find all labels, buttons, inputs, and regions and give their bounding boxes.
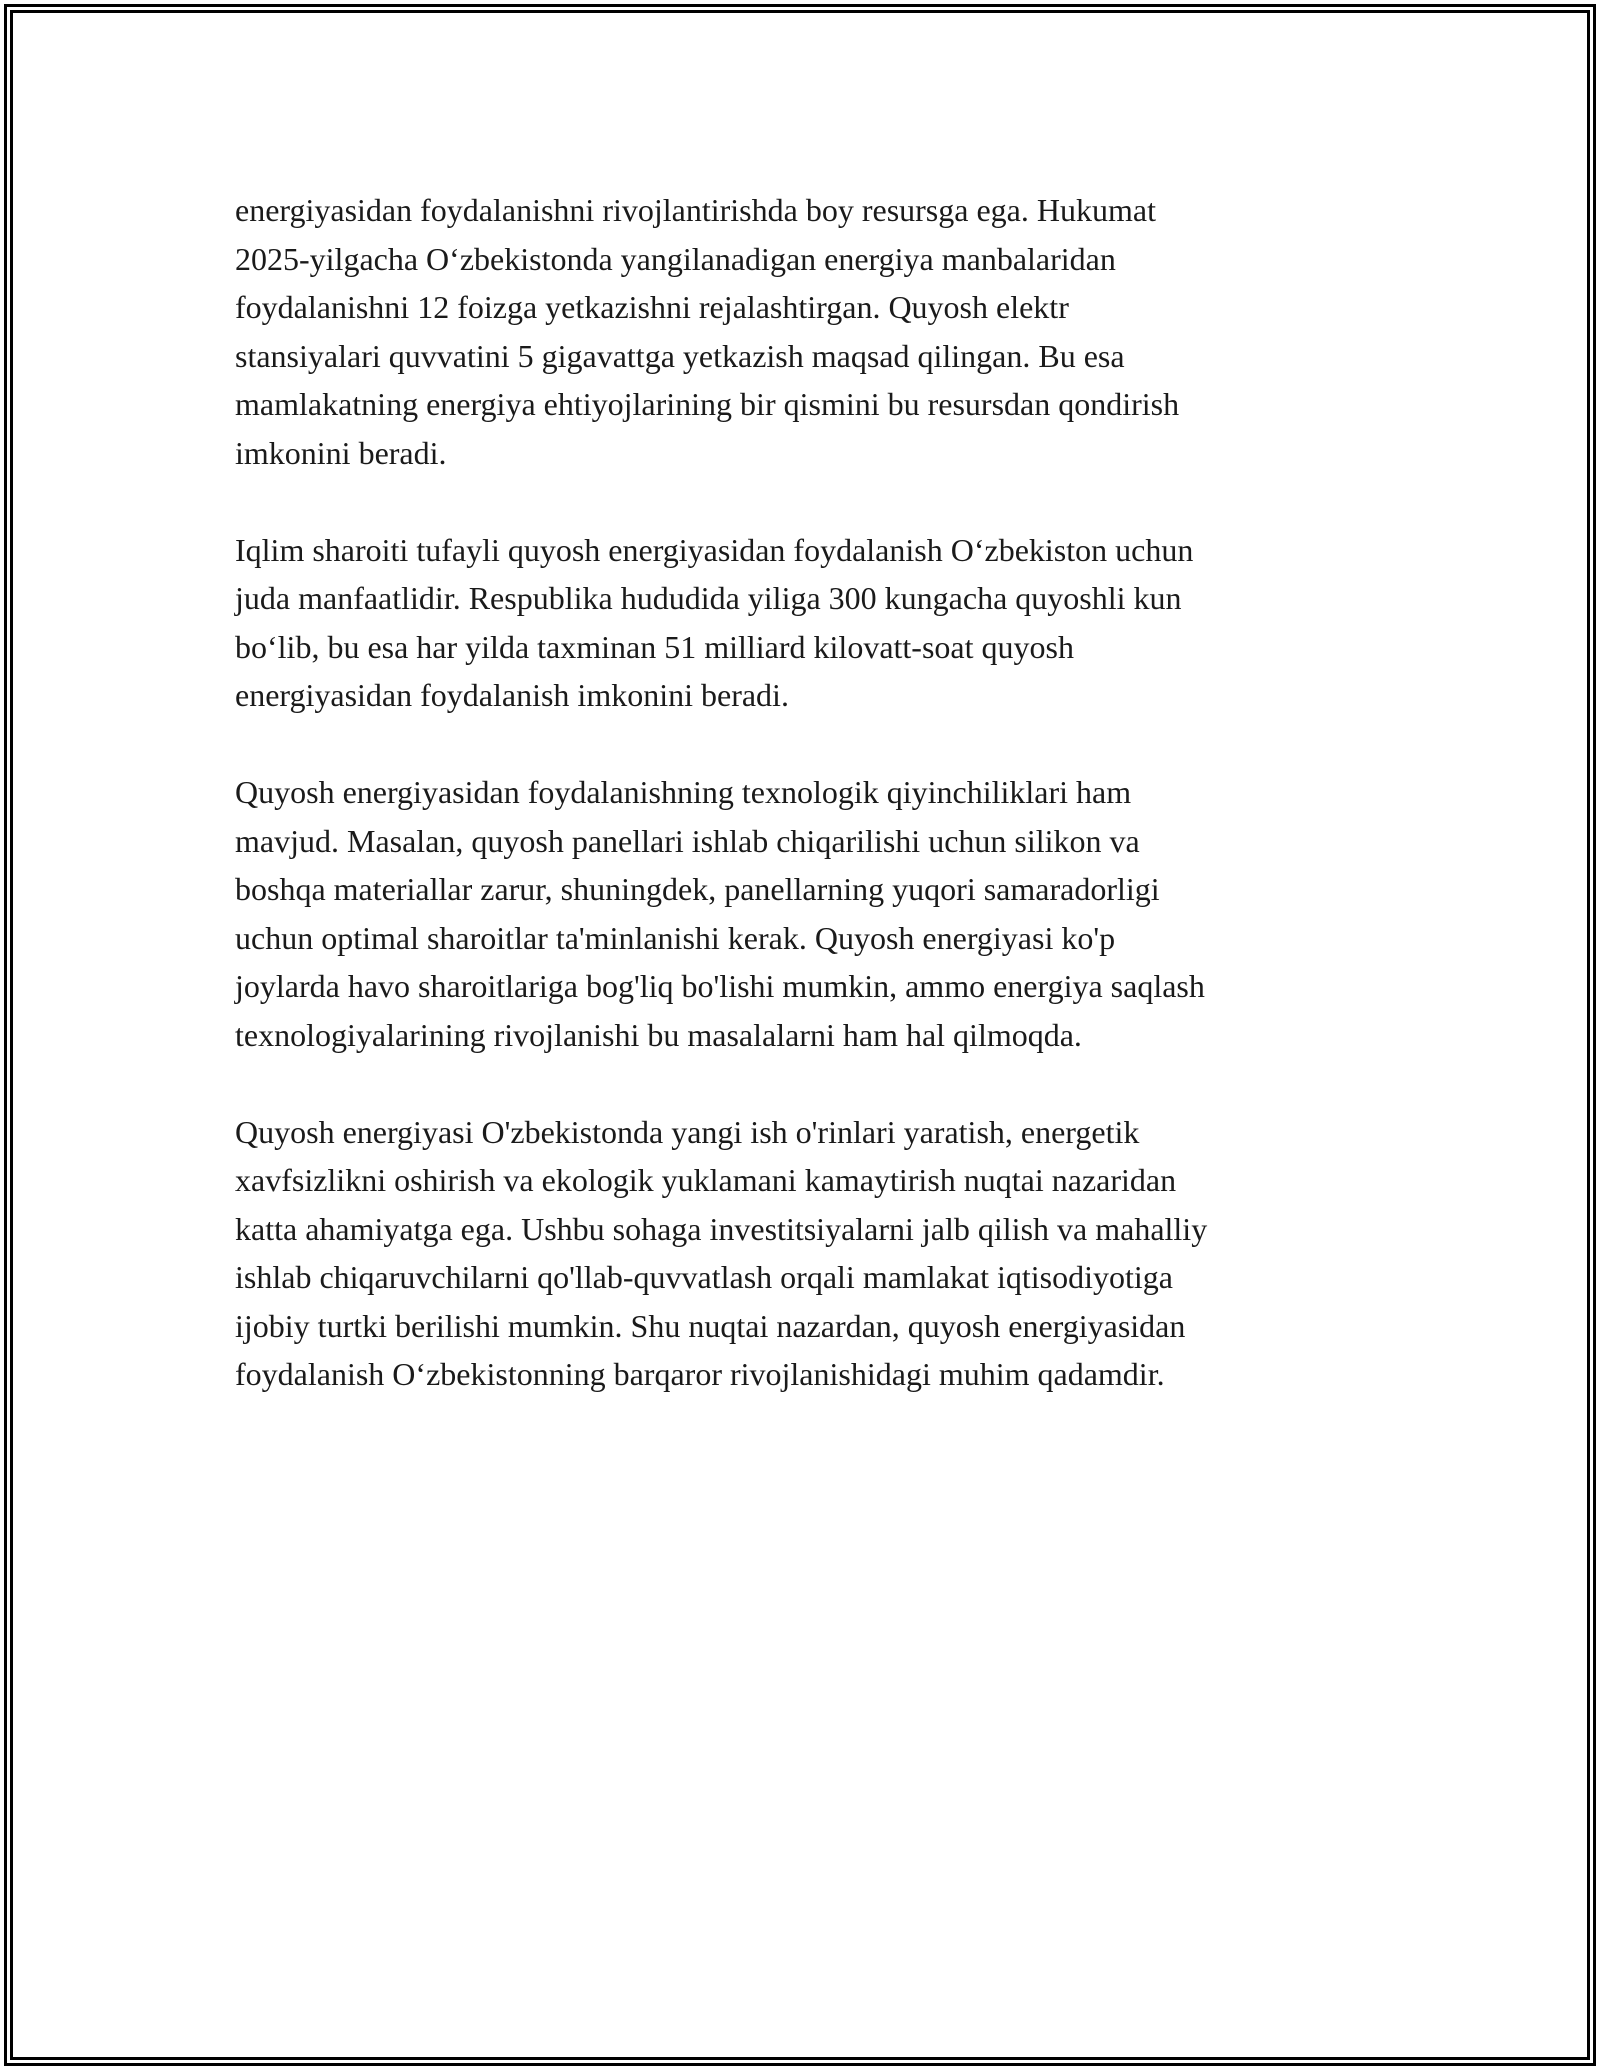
text-line: foydalanishni 12 foizga yetkazishni rejalashtirgan. Quyosh elektr <box>235 289 1069 325</box>
document-body <box>235 186 1365 1447</box>
text-line: Quyosh energiyasi O'zbekistonda yangi ish o'rinlari yaratish, energetik <box>235 1113 1140 1150</box>
text-line: stansiyalari quvvatini 5 gigavattga yetkazish maqsad qilingan. Bu esa <box>235 337 1125 374</box>
text-line: mavjud. Masalan, quyosh panellari ishlab chiqarilishi uchun silikon va <box>235 822 1140 859</box>
text-line: ishlab chiqaruvchilarni qo'llab-quvvatlash orqali mamlakat iqtisodiyotiga <box>235 1259 1173 1295</box>
text-line: energiyasidan foydalanish imkonini beradi. <box>235 677 789 713</box>
text-line: imkonini beradi. <box>235 434 447 471</box>
text-line: uchun optimal sharoitlar ta'minlanishi kerak. Quyosh energiyasi ko'p <box>235 919 1116 956</box>
text-line: bo‘lib, bu esa har yilda taxminan 51 milliard kilovatt-soat quyosh <box>235 628 1074 665</box>
paragraph-3 <box>235 768 1365 1059</box>
text-line: katta ahamiyatga ega. Ushbu sohaga investitsiyalarni jalb qilish va mahalliy <box>235 1210 1208 1247</box>
paragraph-1 <box>235 186 1365 477</box>
text-line: 2025-yilgacha O‘zbekistonda yangilanadigan energiya manbalaridan <box>235 240 1116 277</box>
text-line: joylarda havo sharoitlariga bog'liq bo'lishi mumkin, ammo energiya saqlash <box>235 968 1205 1004</box>
text-line: juda manfaatlidir. Respublika hududida yiliga 300 kungacha quyoshli kun <box>235 580 1182 616</box>
text-line: foydalanish O‘zbekistonning barqaror rivojlanishidagi muhim qadamdir. <box>235 1356 1165 1392</box>
text-line: mamlakatning energiya ehtiyojlarining bir qismini bu resursdan qondirish <box>235 386 1180 422</box>
text-line: Quyosh energiyasidan foydalanishning texnologik qiyinchiliklari ham <box>235 774 1132 810</box>
text-line: energiyasidan foydalanishni rivojlantirishda boy resursga ega. Hukumat <box>235 192 1156 228</box>
text-line: texnologiyalarining rivojlanishi bu masalalarni ham hal qilmoqda. <box>235 1016 1082 1053</box>
text-line: boshqa materiallar zarur, shuningdek, panellarning yuqori samaradorligi <box>235 871 1160 907</box>
text-line: xavfsizlikni oshirish va ekologik yuklamani kamaytirish nuqtai nazaridan <box>235 1162 1177 1198</box>
paragraph-4 <box>235 1108 1365 1399</box>
paragraph-2 <box>235 526 1365 720</box>
text-line: ijobiy turtki berilishi mumkin. Shu nuqtai nazardan, quyosh energiyasidan <box>235 1307 1186 1344</box>
text-line: Iqlim sharoiti tufayli quyosh energiyasidan foydalanish O‘zbekiston uchun <box>235 531 1194 568</box>
